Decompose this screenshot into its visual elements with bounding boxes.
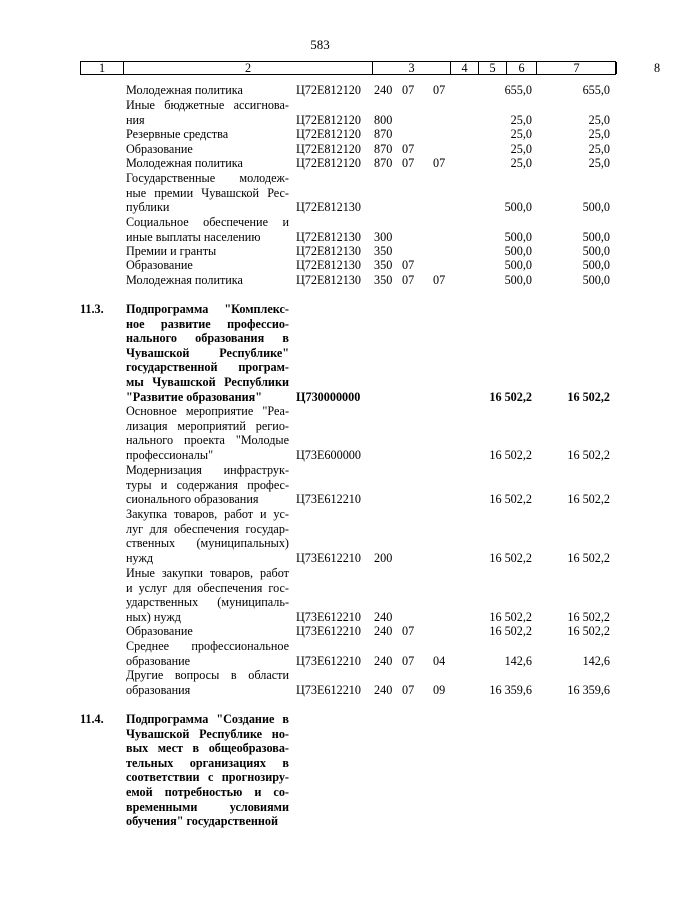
row-expense-type: 350 bbox=[374, 273, 393, 287]
row-description bbox=[126, 258, 289, 273]
table-header bbox=[80, 61, 661, 75]
row-value-col7: 25,0 bbox=[510, 156, 532, 170]
description-line: ных) нужд bbox=[126, 609, 181, 624]
row-value-col7: 142,6 bbox=[504, 653, 532, 668]
row-value-col8: 500,0 bbox=[582, 258, 610, 272]
row-description bbox=[126, 142, 289, 157]
row-code: Ц72Е812130 bbox=[296, 273, 361, 287]
row-description bbox=[126, 566, 289, 624]
row-value-col8: 25,0 bbox=[588, 127, 610, 141]
description-line: Закупка товаров, работ и ус- bbox=[126, 507, 289, 521]
row-section: 07 bbox=[402, 156, 415, 170]
row-subsection: 07 bbox=[433, 156, 446, 170]
header-col-2: 2 bbox=[124, 62, 373, 74]
row-value-col7: 16 502,2 bbox=[489, 624, 532, 638]
row-description bbox=[126, 156, 289, 171]
row-description bbox=[126, 83, 289, 98]
row-section: 07 bbox=[402, 142, 415, 156]
row-value-col8: 25,0 bbox=[588, 142, 610, 156]
description-line: государственной програм- bbox=[126, 360, 289, 375]
description-line: ния bbox=[126, 112, 145, 127]
row-value-col7: 25,0 bbox=[510, 142, 532, 156]
row-expense-type: 870 bbox=[374, 142, 393, 156]
row-code: Ц73Е612210 bbox=[296, 624, 361, 638]
row-code: Ц730000000 bbox=[296, 389, 361, 404]
row-expense-type: 200 bbox=[374, 550, 393, 565]
description-line: и услуг для обеспечения гос- bbox=[126, 580, 289, 595]
row-expense-type: 870 bbox=[374, 156, 393, 170]
row-value-col8: 500,0 bbox=[582, 200, 610, 215]
description-line: ные премии Чувашской Рес- bbox=[126, 185, 289, 200]
description-line: сионального образования bbox=[126, 492, 259, 507]
row-description bbox=[126, 215, 289, 244]
row-value-col7: 500,0 bbox=[504, 229, 532, 244]
row-expense-type: 240 bbox=[374, 682, 393, 697]
description-line: нального проекта "Молодые bbox=[126, 433, 289, 448]
row-code: Ц73Е612210 bbox=[296, 492, 361, 507]
row-value-col8: 500,0 bbox=[582, 273, 610, 287]
row-value-col7: 16 502,2 bbox=[489, 550, 532, 565]
row-description bbox=[126, 171, 289, 215]
header-col-3: 3 bbox=[373, 62, 451, 74]
description-line: Чувашской Республике но- bbox=[126, 726, 289, 741]
row-subsection: 07 bbox=[433, 273, 446, 287]
row-description bbox=[126, 127, 289, 142]
description-line: Модернизация инфраструк- bbox=[126, 463, 289, 477]
row-subsection: 07 bbox=[433, 83, 446, 97]
description-line: Чувашской Республике" bbox=[126, 345, 289, 360]
row-value-col7: 500,0 bbox=[504, 244, 532, 258]
description-line: Иные закупки товаров, работ bbox=[126, 566, 289, 580]
row-section: 07 bbox=[402, 653, 415, 668]
row-value-col7: 16 502,2 bbox=[489, 389, 532, 404]
row-value-col8: 25,0 bbox=[588, 156, 610, 170]
description-line: туры и содержания профес- bbox=[126, 477, 289, 492]
row-description bbox=[126, 98, 289, 127]
row-value-col7: 500,0 bbox=[504, 273, 532, 287]
row-description bbox=[126, 463, 289, 507]
row-code: Ц72Е812120 bbox=[296, 127, 361, 141]
row-number: 11.3. bbox=[80, 302, 104, 316]
description-line: соответствии с прогнозиру- bbox=[126, 770, 289, 785]
description-line: Подпрограмма "Комплекс- bbox=[126, 302, 289, 316]
row-value-col7: 25,0 bbox=[510, 112, 532, 127]
row-description bbox=[126, 404, 289, 462]
row-value-col7: 500,0 bbox=[504, 200, 532, 215]
row-expense-type: 870 bbox=[374, 127, 393, 141]
description-line: Молодежная политика bbox=[126, 83, 243, 97]
header-col-7: 7 bbox=[537, 62, 617, 74]
description-line: Молодежная политика bbox=[126, 273, 243, 287]
row-value-col8: 16 502,2 bbox=[567, 550, 610, 565]
row-expense-type: 240 bbox=[374, 624, 393, 638]
row-expense-type: 240 bbox=[374, 83, 393, 97]
row-section: 07 bbox=[402, 682, 415, 697]
row-value-col8: 16 502,2 bbox=[567, 609, 610, 624]
header-col-5: 5 bbox=[479, 62, 507, 74]
description-line: Образование bbox=[126, 258, 193, 272]
row-subsection: 09 bbox=[433, 682, 446, 697]
row-code: Ц73Е600000 bbox=[296, 447, 361, 462]
description-line: Среднее профессиональное bbox=[126, 639, 289, 653]
page-number: 583 bbox=[310, 37, 330, 52]
row-section: 07 bbox=[402, 624, 415, 638]
row-value-col8: 655,0 bbox=[582, 83, 610, 97]
row-description bbox=[126, 624, 289, 639]
description-line: временными условиями bbox=[126, 799, 289, 814]
header-col-1: 1 bbox=[81, 62, 124, 74]
description-line: Образование bbox=[126, 142, 193, 156]
row-subsection: 04 bbox=[433, 653, 446, 668]
row-description bbox=[126, 668, 289, 697]
row-value-col8: 16 502,2 bbox=[567, 447, 610, 462]
row-code: Ц72Е812130 bbox=[296, 229, 361, 244]
row-code: Ц72Е812130 bbox=[296, 258, 361, 272]
description-line: Резервные средства bbox=[126, 127, 229, 141]
row-code: Ц72Е812120 bbox=[296, 112, 361, 127]
row-code: Ц72Е812120 bbox=[296, 142, 361, 156]
description-line: Социальное обеспечение и bbox=[126, 215, 289, 229]
description-line: Премии и гранты bbox=[126, 244, 217, 258]
description-line: тельных организациях в bbox=[126, 755, 289, 770]
description-line: нального образования в bbox=[126, 331, 289, 346]
row-expense-type: 240 bbox=[374, 653, 393, 668]
row-description bbox=[126, 639, 289, 668]
row-value-col8: 142,6 bbox=[582, 653, 610, 668]
description-line: лизация мероприятий регио- bbox=[126, 418, 289, 433]
description-line: Иные бюджетные ассигнова- bbox=[126, 98, 289, 112]
row-value-col8: 500,0 bbox=[582, 229, 610, 244]
row-description bbox=[126, 244, 289, 259]
description-line: Другие вопросы в области bbox=[126, 668, 289, 682]
row-section: 07 bbox=[402, 273, 415, 287]
row-code: Ц73Е612210 bbox=[296, 653, 361, 668]
row-expense-type: 350 bbox=[374, 258, 393, 272]
row-value-col7: 655,0 bbox=[504, 83, 532, 97]
row-value-col8: 25,0 bbox=[588, 112, 610, 127]
row-value-col8: 16 502,2 bbox=[567, 389, 610, 404]
row-value-col8: 16 359,6 bbox=[567, 682, 610, 697]
description-line: публики bbox=[126, 200, 170, 215]
description-line: мы Чувашской Республики bbox=[126, 374, 289, 389]
row-number: 11.4. bbox=[80, 712, 104, 726]
row-expense-type: 800 bbox=[374, 112, 393, 127]
description-line: образования bbox=[126, 682, 191, 697]
row-value-col7: 16 502,2 bbox=[489, 609, 532, 624]
description-line: ударственных (муниципаль- bbox=[126, 595, 289, 610]
description-line: образование bbox=[126, 653, 191, 668]
row-value-col7: 25,0 bbox=[510, 127, 532, 141]
description-line: Государственные молодеж- bbox=[126, 171, 289, 185]
row-value-col8: 500,0 bbox=[582, 244, 610, 258]
row-code: Ц72Е812120 bbox=[296, 156, 361, 170]
description-line: Основное мероприятие "Реа- bbox=[126, 404, 289, 418]
description-line: луг для обеспечения государ- bbox=[126, 521, 289, 536]
header-col-8: 8 bbox=[653, 61, 661, 75]
row-description bbox=[126, 273, 289, 288]
description-line: профессионалы" bbox=[126, 447, 214, 462]
description-line: Молодежная политика bbox=[126, 156, 243, 170]
row-value-col7: 16 502,2 bbox=[489, 492, 532, 507]
row-expense-type: 300 bbox=[374, 229, 393, 244]
description-line: вых мест в общеобразова- bbox=[126, 741, 289, 756]
description-line: нужд bbox=[126, 550, 154, 565]
row-value-col7: 500,0 bbox=[504, 258, 532, 272]
row-expense-type: 240 bbox=[374, 609, 393, 624]
description-line: обучения" государственной bbox=[126, 814, 279, 829]
row-value-col7: 16 502,2 bbox=[489, 447, 532, 462]
row-code: Ц72Е812130 bbox=[296, 244, 361, 258]
row-value-col8: 16 502,2 bbox=[567, 624, 610, 638]
description-line: ственных (муниципальных) bbox=[126, 536, 289, 551]
header-col-6: 6 bbox=[507, 62, 537, 74]
row-value-col8: 16 502,2 bbox=[567, 492, 610, 507]
row-code: Ц73Е612210 bbox=[296, 609, 361, 624]
description-line: "Развитие образования" bbox=[126, 389, 263, 404]
row-expense-type: 350 bbox=[374, 244, 393, 258]
row-code: Ц73Е612210 bbox=[296, 550, 361, 565]
row-code: Ц72Е812130 bbox=[296, 200, 361, 215]
description-line: иные выплаты населению bbox=[126, 229, 261, 244]
row-description bbox=[126, 712, 289, 829]
row-description bbox=[126, 302, 289, 404]
row-description bbox=[126, 507, 289, 565]
row-section: 07 bbox=[402, 258, 415, 272]
description-line: ное развитие профессио- bbox=[126, 316, 289, 331]
row-code: Ц72Е812120 bbox=[296, 83, 361, 97]
row-section: 07 bbox=[402, 83, 415, 97]
row-code: Ц73Е612210 bbox=[296, 682, 361, 697]
description-line: Подпрограмма "Создание в bbox=[126, 712, 289, 726]
description-line: емой потребностью и со- bbox=[126, 784, 289, 799]
row-value-col7: 16 359,6 bbox=[489, 682, 532, 697]
header-col-4: 4 bbox=[451, 62, 479, 74]
description-line: Образование bbox=[126, 624, 193, 638]
